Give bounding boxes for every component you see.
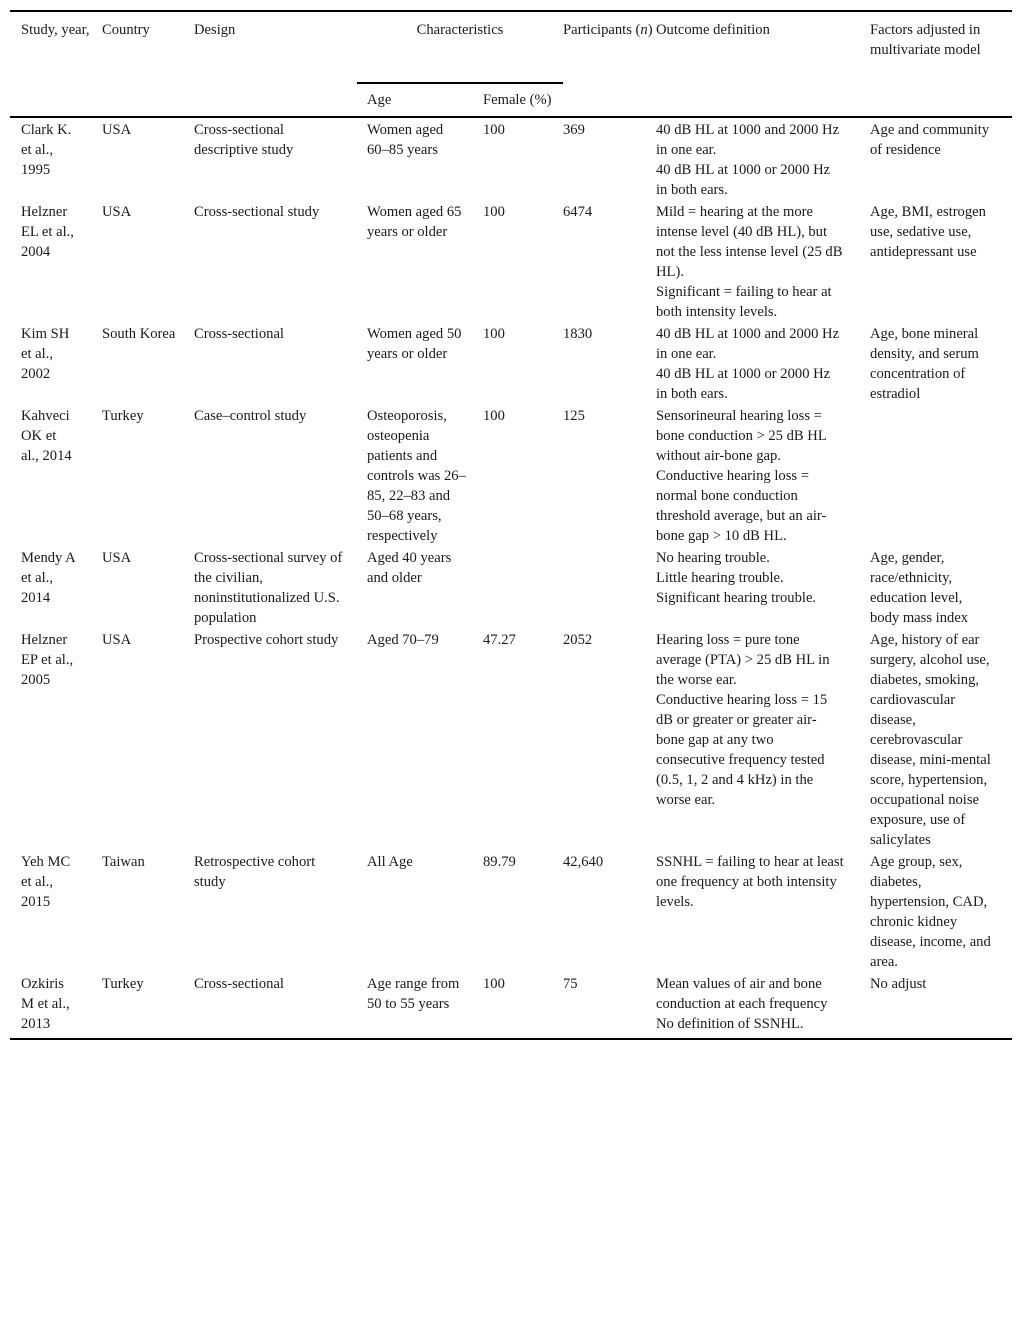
table-row: [10, 117, 1012, 200]
outcome-cell: [656, 972, 870, 1039]
table-row: [10, 628, 1012, 850]
participants-cell: 125: [563, 408, 585, 424]
outcome-line: Hearing loss = pure tone average (PTA) > 25 dB HL in the worse ear.: [656, 632, 830, 688]
design-cell: Cross-sectional study: [194, 204, 320, 220]
table-body: [10, 117, 1012, 1039]
female-cell: 100: [483, 122, 505, 138]
country-cell: Turkey: [102, 408, 144, 424]
factors-cell: Age and community of residence: [870, 122, 990, 158]
country-cell: Taiwan: [102, 854, 145, 870]
outcome-line: Significant = failing to hear at both intensity levels.: [656, 284, 832, 320]
design-cell: Cross-sectional: [194, 326, 284, 342]
outcome-cell: [656, 628, 870, 850]
outcome-line: 40 dB HL at 1000 or 2000 Hz in both ears.: [656, 366, 831, 402]
participants-cell: 369: [563, 122, 585, 138]
study-cell: Clark K. et al., 1995: [21, 122, 72, 178]
outcome-line: SSNHL = failing to hear at least one frequency at both intensity levels.: [656, 854, 844, 910]
age-cell: Women aged 50 years or older: [367, 326, 462, 362]
factors-cell: Age, history of ear surgery, alcohol use, diabetes, smoking, cardiovascular disease, cerebrovascular disease, mini-mental score, hypertension, occupational noise exposure, use of salicylates: [870, 632, 991, 848]
participants-cell: 2052: [563, 632, 593, 648]
header-study: Study, year,: [10, 11, 102, 116]
study-cell: Helzner EP et al., 2005: [21, 632, 74, 688]
table-row: [10, 404, 1012, 546]
female-cell: 47.27: [483, 632, 516, 648]
participants-cell: 6474: [563, 204, 593, 220]
female-cell: 100: [483, 204, 505, 220]
header-factors: Factors adjusted in multivariate model: [870, 11, 1012, 116]
participants-cell: 75: [563, 972, 656, 1039]
study-cell: Mendy A et al., 2014: [21, 550, 75, 606]
outcome-line: Conductive hearing loss = normal bone conduction threshold average, but an air-bone gap > 10 dB HL.: [656, 468, 827, 544]
header-participants-n: n: [640, 22, 648, 38]
header-country: Country: [102, 11, 194, 116]
age-cell: Women aged 60–85 years: [367, 122, 444, 158]
header-participants-label: Participants (: [563, 22, 641, 38]
table-row: [10, 850, 1012, 972]
outcome-cell: [656, 546, 870, 628]
table-row: [10, 322, 1012, 404]
outcome-line: 40 dB HL at 1000 or 2000 Hz in both ears.: [656, 162, 831, 198]
study-cell: Kim SH et al., 2002: [21, 326, 70, 382]
factors-cell: Age, BMI, estrogen use, sedative use, antidepressant use: [870, 204, 986, 260]
design-cell: Cross-sectional survey of the civilian, noninstitutionalized U.S. population: [194, 550, 343, 626]
design-cell: Cross-sectional descriptive study: [194, 122, 294, 158]
factors-cell: Age, gender, race/ethnicity, education level, body mass index: [870, 550, 969, 626]
age-cell: All Age: [367, 854, 413, 870]
age-cell: Aged 70–79: [367, 632, 439, 648]
header-participants-close: ): [647, 22, 653, 38]
outcome-line: Little hearing trouble.: [656, 570, 784, 586]
country-cell: South Korea: [102, 326, 176, 342]
female-cell: 89.79: [483, 854, 516, 870]
design-cell: Cross-sectional: [194, 972, 357, 1039]
outcome-cell: [656, 322, 870, 404]
outcome-line: Mean values of air and bone conduction at each frequency: [656, 976, 828, 1012]
outcome-line: Mild = hearing at the more intense level (40 dB HL), but not the less intense level (25 dB HL).: [656, 204, 843, 280]
outcome-line: Sensorineural hearing loss = bone conduction > 25 dB HL without air-bone gap.: [656, 408, 827, 464]
female-cell: 100: [483, 972, 563, 1039]
header-design: Design: [194, 11, 357, 116]
age-cell: Women aged 65 years or older: [367, 204, 462, 240]
outcome-line: No hearing trouble.: [656, 550, 770, 566]
female-cell: 100: [483, 326, 505, 342]
age-cell: Age range from 50 to 55 years: [357, 972, 483, 1039]
design-cell: Prospective cohort study: [194, 632, 339, 648]
female-cell: [483, 546, 563, 628]
factors-cell: Age group, sex, diabetes, hypertension, CAD, chronic kidney disease, income, and area.: [870, 854, 991, 970]
table-row: [10, 546, 1012, 628]
outcome-line: Significant hearing trouble.: [656, 590, 817, 606]
outcome-cell: [656, 850, 870, 972]
outcome-cell: [656, 200, 870, 322]
outcome-cell: [656, 404, 870, 546]
outcome-line: No definition of SSNHL.: [656, 1016, 804, 1032]
country-cell: Turkey: [102, 972, 194, 1039]
table-row: [10, 972, 1012, 1039]
header-characteristics: Characteristics: [357, 11, 563, 83]
header-outcome: Outcome definition: [656, 11, 870, 116]
outcome-line: Conductive hearing loss = 15 dB or greater or greater air-bone gap at any two consecutive frequency tested (0.5, 1, 2 and 4 kHz) in the worse ear.: [656, 692, 828, 808]
age-cell: Aged 40 years and older: [367, 550, 452, 586]
header-participants: [563, 11, 656, 116]
age-cell: Osteoporosis, osteopenia patients and controls was 26–85, 22–83 and 50–68 years, respectively: [367, 408, 466, 544]
factors-cell: Age, bone mineral density, and serum concentration of estradiol: [870, 326, 979, 402]
female-cell: 100: [483, 408, 505, 424]
study-cell: Yeh MC et al., 2015: [21, 854, 71, 910]
design-cell: Retrospective cohort study: [194, 854, 316, 890]
outcome-line: 40 dB HL at 1000 and 2000 Hz in one ear.: [656, 122, 840, 158]
country-cell: USA: [102, 550, 132, 566]
factors-cell: [870, 404, 1012, 546]
country-cell: USA: [102, 204, 132, 220]
study-cell: Kahveci OK et al., 2014: [21, 408, 72, 464]
header-female: Female (%): [483, 83, 563, 116]
factors-cell: No adjust: [870, 972, 1012, 1039]
header-age: Age: [357, 83, 483, 116]
table-row: [10, 200, 1012, 322]
table-header: [10, 11, 1012, 117]
country-cell: USA: [102, 122, 132, 138]
study-cell: Ozkiris M et al., 2013: [10, 972, 102, 1039]
outcome-line: 40 dB HL at 1000 and 2000 Hz in one ear.: [656, 326, 840, 362]
design-cell: Case–control study: [194, 408, 307, 424]
studies-table-container: [10, 10, 1012, 1040]
participants-cell: [563, 546, 656, 628]
country-cell: USA: [102, 632, 132, 648]
studies-table: [10, 10, 1012, 1040]
outcome-cell: [656, 117, 870, 200]
participants-cell: 1830: [563, 326, 593, 342]
study-cell: Helzner EL et al., 2004: [21, 204, 74, 260]
participants-cell: 42,640: [563, 854, 604, 870]
